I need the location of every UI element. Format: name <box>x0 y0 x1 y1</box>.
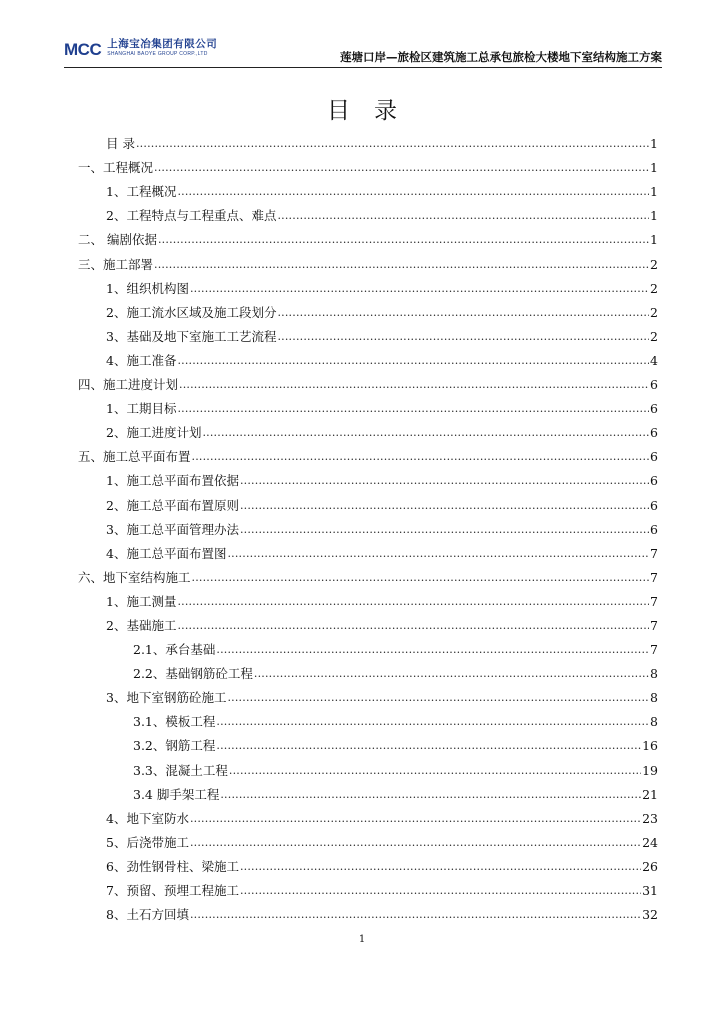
toc-entry-label: 3.4 脚手架工程 <box>133 786 220 802</box>
toc-entry-label: 7、预留、预埋工程施工 <box>106 883 239 898</box>
toc-leader-dots <box>240 498 649 514</box>
toc-entry[interactable] <box>78 829 658 853</box>
toc-entry[interactable] <box>78 636 658 660</box>
toc-entry-label: 2、施工总平面布置原则 <box>106 497 239 513</box>
toc-entry-label: 2、基础施工 <box>106 617 177 633</box>
toc-entry-page: 32 <box>642 907 658 923</box>
toc-entry-label: 2、工程特点与工程重点、难点 <box>106 208 277 224</box>
toc-entry-label: 3.1、模板工程 <box>133 714 216 730</box>
toc-leader-dots <box>227 690 649 706</box>
toc-entry-page: 6 <box>650 377 658 393</box>
toc-leader-dots <box>216 642 649 658</box>
toc-entry-page: 1 <box>650 184 658 200</box>
toc-entry-label: 1、组织机构图 <box>106 280 189 296</box>
toc-leader-dots <box>179 377 649 393</box>
toc-entry[interactable] <box>78 443 658 467</box>
toc-entry-label: 2.2、基础钢筋砼工程 <box>133 666 253 682</box>
toc-leader-dots <box>254 666 649 682</box>
toc-entry[interactable] <box>78 564 658 588</box>
toc-leader-dots <box>177 401 649 417</box>
toc-entry-label: 1、施工测量 <box>106 593 177 609</box>
toc-leader-dots <box>177 618 649 634</box>
toc-entry-label: 3、基础及地下室施工工艺流程 <box>106 328 277 344</box>
toc-entry[interactable] <box>78 419 658 443</box>
toc-entry-page: 6 <box>650 521 658 537</box>
toc-entry-label: 5、后浇带施工 <box>106 834 189 850</box>
toc-leader-dots <box>154 160 649 176</box>
toc-entry[interactable] <box>78 178 658 202</box>
toc-leader-dots <box>240 883 641 899</box>
toc-leader-dots <box>277 329 649 345</box>
toc-entry-page: 2 <box>650 280 658 296</box>
toc-entry-label: 6、劲性钢骨柱、梁施工 <box>106 858 239 874</box>
toc-entry-page: 7 <box>650 642 658 658</box>
toc-entry[interactable] <box>78 781 658 805</box>
toc-entry[interactable] <box>78 708 658 732</box>
table-of-contents <box>78 130 658 925</box>
company-logo <box>64 38 217 64</box>
header-divider <box>64 67 662 68</box>
toc-leader-dots <box>177 184 649 200</box>
toc-entry[interactable] <box>78 732 658 756</box>
toc-leader-dots <box>190 907 641 923</box>
toc-leader-dots <box>227 546 649 562</box>
toc-entry-label: 一、工程概况 <box>78 160 154 176</box>
toc-entry-label: 4、施工总平面布置图 <box>106 545 227 561</box>
toc-leader-dots <box>229 763 641 779</box>
toc-entry-label: 1、工期目标 <box>106 401 177 417</box>
toc-entry[interactable] <box>78 491 658 515</box>
toc-leader-dots <box>216 738 641 754</box>
toc-entry-page: 6 <box>650 449 658 465</box>
toc-entry[interactable] <box>78 154 658 178</box>
toc-leader-dots <box>190 835 641 851</box>
toc-entry-page: 6 <box>650 425 658 441</box>
toc-entry[interactable] <box>78 275 658 299</box>
company-name-en: SHANGHAI BAOYE GROUP CORP.,LTD <box>107 51 208 57</box>
toc-entry-page: 1 <box>650 136 658 152</box>
toc-entry[interactable] <box>78 660 658 684</box>
toc-leader-dots <box>192 570 650 586</box>
toc-leader-dots <box>154 257 649 273</box>
toc-entry[interactable] <box>78 250 658 274</box>
toc-leader-dots <box>240 859 641 875</box>
toc-entry-page: 7 <box>650 593 658 609</box>
toc-leader-dots <box>190 281 649 297</box>
toc-leader-dots <box>202 425 649 441</box>
toc-leader-dots <box>277 305 649 321</box>
toc-entry[interactable] <box>78 853 658 877</box>
toc-entry-page: 1 <box>650 160 658 176</box>
toc-entry[interactable] <box>78 612 658 636</box>
toc-entry[interactable] <box>78 805 658 829</box>
toc-entry-page: 1 <box>650 232 658 248</box>
page-title: 目录 <box>327 98 421 124</box>
toc-leader-dots <box>158 232 649 248</box>
toc-entry-page: 6 <box>650 497 658 513</box>
toc-entry-label: 四、施工进度计划 <box>78 377 179 393</box>
toc-leader-dots <box>240 473 649 489</box>
toc-leader-dots <box>277 208 649 224</box>
toc-leader-dots <box>136 136 649 152</box>
toc-entry[interactable] <box>78 202 658 226</box>
toc-entry-label: 1、工程概况 <box>106 184 177 200</box>
toc-entry-label: 3.3、混凝土工程 <box>133 762 228 778</box>
toc-entry-label: 目 录 <box>106 136 135 152</box>
toc-entry-label: 3、地下室钢筋砼施工 <box>106 690 227 706</box>
toc-entry-label: 2、施工进度计划 <box>106 425 202 441</box>
toc-entry-label: 三、施工部署 <box>78 256 154 272</box>
toc-entry-label: 8、土石方回填 <box>106 907 189 923</box>
toc-entry-label: 3、施工总平面管理办法 <box>106 521 239 537</box>
toc-entry[interactable] <box>78 371 658 395</box>
toc-leader-dots <box>177 594 649 610</box>
toc-entry-page: 2 <box>650 256 658 272</box>
toc-leader-dots <box>177 353 649 369</box>
toc-entry-page: 23 <box>642 810 658 826</box>
toc-entry[interactable] <box>78 877 658 901</box>
toc-entry-page: 8 <box>650 666 658 682</box>
toc-entry-page: 7 <box>650 569 658 585</box>
toc-entry[interactable] <box>78 684 658 708</box>
toc-entry-page: 24 <box>642 834 658 850</box>
toc-entry-page: 6 <box>650 401 658 417</box>
toc-leader-dots <box>216 714 649 730</box>
logo-text <box>107 38 217 58</box>
toc-entry[interactable] <box>78 347 658 371</box>
toc-entry-page: 21 <box>642 786 658 802</box>
toc-entry-label: 2.1、承台基础 <box>133 642 216 658</box>
toc-entry-label: 4、施工准备 <box>106 352 177 368</box>
toc-entry-page: 7 <box>650 545 658 561</box>
toc-entry-page: 1 <box>650 208 658 224</box>
toc-entry-label: 二、 编剧依据 <box>78 232 157 248</box>
page-header <box>64 34 662 66</box>
toc-entry[interactable] <box>78 323 658 347</box>
toc-leader-dots <box>220 787 641 803</box>
company-name-cn: 上海宝冶集团有限公司 <box>107 38 218 50</box>
toc-entry-label: 3.2、钢筋工程 <box>133 738 216 754</box>
toc-entry-page: 2 <box>650 304 658 320</box>
toc-leader-dots <box>192 449 650 465</box>
toc-entry-page: 19 <box>642 762 658 778</box>
toc-entry[interactable] <box>78 516 658 540</box>
toc-entry-page: 26 <box>642 858 658 874</box>
toc-entry[interactable] <box>78 395 658 419</box>
document-header-title: 莲塘口岸—旅检区建筑施工总承包旅检大楼地下室结构施工方案 <box>340 50 662 64</box>
toc-entry-page: 8 <box>650 714 658 730</box>
toc-entry[interactable] <box>78 901 658 925</box>
toc-entry-label: 六、地下室结构施工 <box>78 569 191 585</box>
toc-entry[interactable] <box>78 467 658 491</box>
toc-entry[interactable] <box>78 226 658 250</box>
toc-entry[interactable] <box>78 540 658 564</box>
toc-entry[interactable] <box>78 588 658 612</box>
toc-leader-dots <box>240 522 649 538</box>
toc-entry-label: 4、地下室防水 <box>106 810 189 826</box>
page-number: 1 <box>358 934 366 945</box>
toc-entry-page: 8 <box>650 690 658 706</box>
toc-entry-page: 6 <box>650 473 658 489</box>
toc-entry-label: 2、施工流水区域及施工段划分 <box>106 304 277 320</box>
toc-entry-page: 31 <box>642 883 658 898</box>
toc-entry-label: 五、施工总平面布置 <box>78 449 191 465</box>
toc-entry-label: 1、施工总平面布置依据 <box>106 473 239 489</box>
toc-entry-page: 16 <box>642 738 658 754</box>
toc-leader-dots <box>190 811 641 827</box>
toc-entry[interactable] <box>78 130 658 154</box>
toc-entry-page: 2 <box>650 328 658 344</box>
toc-entry[interactable] <box>78 756 658 780</box>
mcc-logo-mark: MCC <box>64 40 102 59</box>
toc-entry-page: 7 <box>650 617 658 633</box>
toc-entry[interactable] <box>78 299 658 323</box>
toc-entry-page: 4 <box>650 352 658 368</box>
